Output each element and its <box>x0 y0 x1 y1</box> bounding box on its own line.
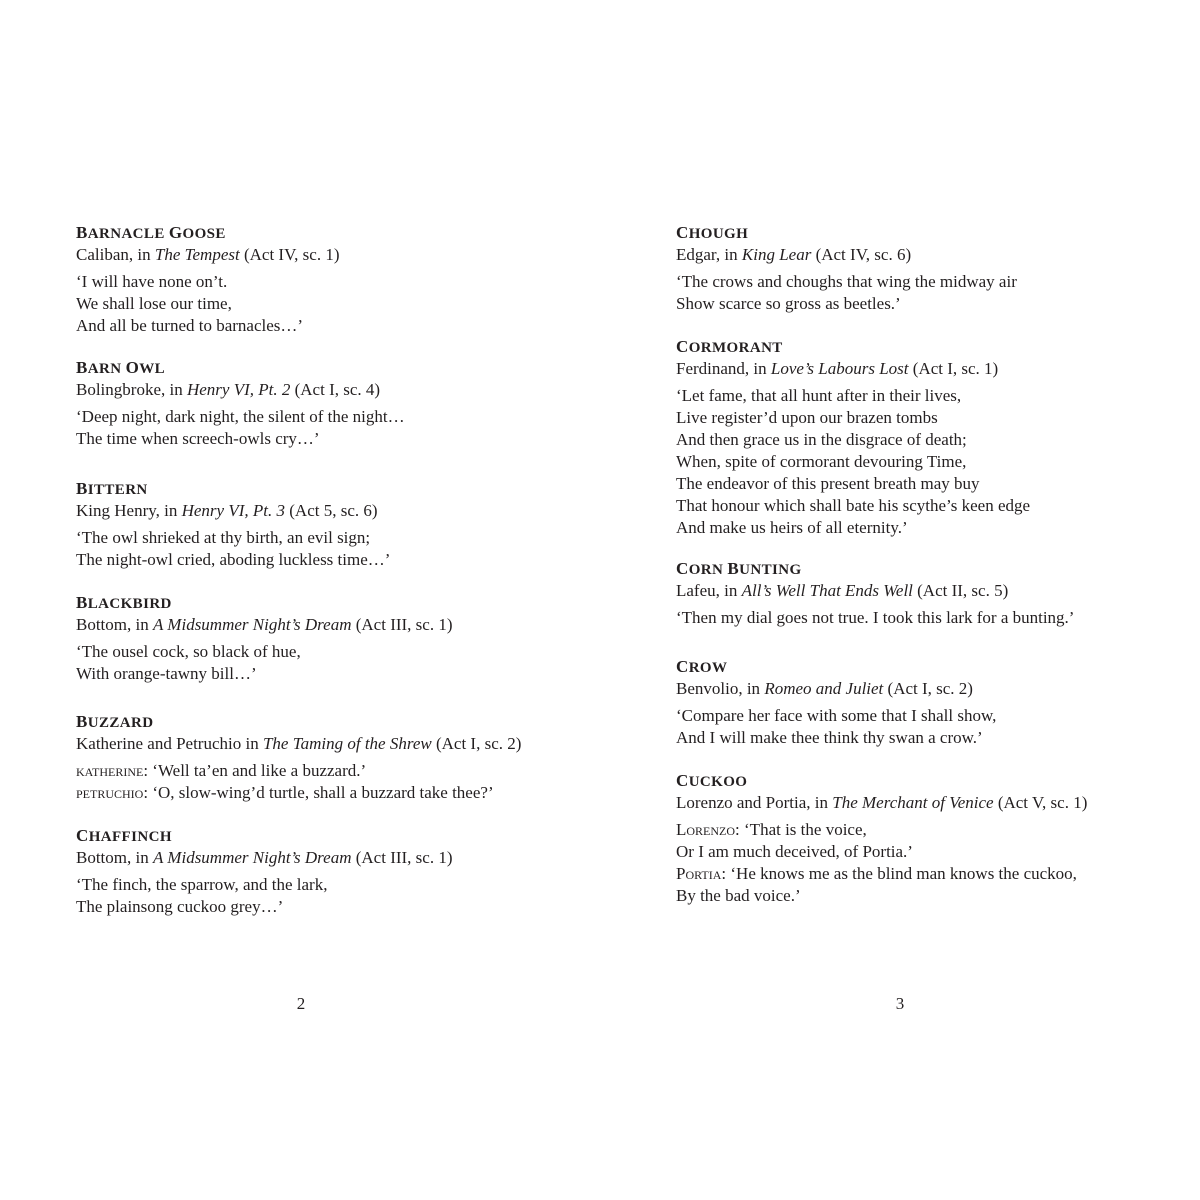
quote-line <box>676 495 1030 517</box>
entry <box>76 222 340 337</box>
entry-title: CHAFFINCH <box>76 826 172 845</box>
quote-text: : ‘O, slow-wing’d turtle, shall a buzzard take thee?’ <box>143 783 494 802</box>
quote-text: And all be turned to barnacles…’ <box>76 316 304 335</box>
entry-title: BITTERN <box>76 479 148 498</box>
entry-title: BARNACLE GOOSE <box>76 223 226 242</box>
source-text: Katherine and Petruchio in <box>76 734 263 753</box>
quote-line <box>676 407 1030 429</box>
source-text: Bottom, in <box>76 848 153 867</box>
source-text: (Act IV, sc. 6) <box>811 245 912 264</box>
quote-line <box>76 896 453 918</box>
entry-source <box>76 614 453 636</box>
source-text: (Act V, sc. 1) <box>993 793 1088 812</box>
quote-text: Or I am much deceived, of Portia.’ <box>676 842 913 861</box>
quote-line <box>76 315 340 337</box>
play-title: Romeo and Juliet <box>764 679 884 698</box>
source-text: Benvolio, in <box>676 679 765 698</box>
quote-line <box>76 527 390 549</box>
quote-text: The endeavor of this present breath may buy <box>676 474 980 493</box>
entry-title: BARN OWL <box>76 358 166 377</box>
play-title: The Merchant of Venice <box>832 793 994 812</box>
entry-source <box>676 678 996 700</box>
play-title: The Tempest <box>154 245 240 264</box>
entry-title: CUCKOO <box>676 771 748 790</box>
quote-line <box>676 293 1017 315</box>
quote-line <box>76 293 340 315</box>
quote-text: With orange-tawny bill…’ <box>76 664 257 683</box>
entry <box>676 336 1030 539</box>
entry <box>76 357 405 450</box>
quote-text: The plainsong cuckoo grey…’ <box>76 897 284 916</box>
quote-line <box>676 727 996 749</box>
entry-source <box>676 358 1030 380</box>
source-text: (Act IV, sc. 1) <box>239 245 340 264</box>
quote-line <box>76 271 340 293</box>
quote-line <box>676 705 996 727</box>
quote-text: ‘The finch, the sparrow, and the lark, <box>76 875 328 894</box>
source-text: Ferdinand, in <box>676 359 771 378</box>
speaker-name: katherine <box>76 761 144 780</box>
play-title: A Midsummer Night’s Dream <box>152 848 352 867</box>
quote-text: ‘I will have none on’t. <box>76 272 228 291</box>
quote <box>76 406 405 450</box>
quote-text: The time when screech-owls cry…’ <box>76 429 320 448</box>
quote-text: ‘The crows and choughs that wing the midway air <box>676 272 1017 291</box>
entry-title: CHOUGH <box>676 223 749 242</box>
page-number-left: 2 <box>296 994 306 1013</box>
quote <box>76 641 453 685</box>
entry-source <box>76 733 521 755</box>
quote-text: And I will make thee think thy swan a crow.’ <box>676 728 983 747</box>
quote-text: ‘Let fame, that all hunt after in their lives, <box>676 386 962 405</box>
entry <box>76 825 453 918</box>
entry-source <box>76 847 453 869</box>
play-title: Henry VI, Pt. 3 <box>181 501 285 520</box>
quote-line <box>676 429 1030 451</box>
quote <box>76 271 340 337</box>
quote-line <box>676 385 1030 407</box>
source-text: (Act I, sc. 4) <box>290 380 381 399</box>
quote-line <box>76 549 390 571</box>
source-text: Bottom, in <box>76 615 153 634</box>
quote-line <box>76 760 521 782</box>
entry <box>76 592 453 685</box>
source-text: (Act I, sc. 1) <box>908 359 999 378</box>
play-title: A Midsummer Night’s Dream <box>152 615 352 634</box>
quote-line <box>676 517 1030 539</box>
quote-line <box>76 663 453 685</box>
entry-title: BLACKBIRD <box>76 593 172 612</box>
source-text: (Act II, sc. 5) <box>912 581 1009 600</box>
quote-text: We shall lose our time, <box>76 294 232 313</box>
quote <box>76 760 521 804</box>
quote <box>676 819 1087 907</box>
entry-source <box>676 580 1074 602</box>
quote-line <box>76 428 405 450</box>
play-title: The Taming of the Shrew <box>262 734 432 753</box>
quote <box>676 271 1017 315</box>
play-title: All’s Well That Ends Well <box>741 581 913 600</box>
speaker-name: Portia <box>676 864 722 883</box>
entry <box>676 558 1074 629</box>
entry-source <box>676 792 1087 814</box>
source-text: Caliban, in <box>76 245 155 264</box>
quote-text: ‘The owl shrieked at thy birth, an evil sign; <box>76 528 371 547</box>
quote <box>676 385 1030 539</box>
quote-line <box>676 451 1030 473</box>
entry <box>676 656 996 749</box>
quote-line <box>676 863 1087 885</box>
play-title: King Lear <box>741 245 812 264</box>
source-text: King Henry, in <box>76 501 182 520</box>
source-text: (Act III, sc. 1) <box>351 848 453 867</box>
quote-text: ‘The ousel cock, so black of hue, <box>76 642 301 661</box>
entry-title: BUZZARD <box>76 712 154 731</box>
quote-text: : ‘He knows me as the blind man knows the cuckoo, <box>721 864 1077 883</box>
speaker-name: Lorenzo <box>676 820 736 839</box>
quote <box>676 607 1074 629</box>
source-text: (Act III, sc. 1) <box>351 615 453 634</box>
entry <box>76 711 521 804</box>
entry <box>76 478 390 571</box>
entry-title: CROW <box>676 657 728 676</box>
quote-text: By the bad voice.’ <box>676 886 801 905</box>
quote-line <box>676 271 1017 293</box>
quote-text: And make us heirs of all eternity.’ <box>676 518 908 537</box>
source-text: Lorenzo and Portia, in <box>676 793 833 812</box>
source-text: Edgar, in <box>676 245 742 264</box>
entry <box>676 222 1017 315</box>
quote-line <box>676 841 1087 863</box>
quote-text: ‘Then my dial goes not true. I took this lark for a bunting.’ <box>676 608 1075 627</box>
quote-line <box>76 874 453 896</box>
quote-text: The night-owl cried, aboding luckless time…’ <box>76 550 391 569</box>
quote-line <box>76 641 453 663</box>
play-title: Henry VI, Pt. 2 <box>186 380 291 399</box>
quote <box>76 527 390 571</box>
quote-line <box>76 406 405 428</box>
source-text: Bolingbroke, in <box>76 380 187 399</box>
entry-source <box>76 500 390 522</box>
quote-line <box>676 819 1087 841</box>
quote-text: ‘Deep night, dark night, the silent of the night… <box>76 407 405 426</box>
source-text: (Act I, sc. 2) <box>431 734 522 753</box>
quote-text: : ‘That is the voice, <box>735 820 867 839</box>
quote-text: Show scarce so gross as beetles.’ <box>676 294 901 313</box>
quote <box>676 705 996 749</box>
quote-line <box>676 473 1030 495</box>
source-text: Lafeu, in <box>676 581 742 600</box>
quote-text: Live register’d upon our brazen tombs <box>676 408 938 427</box>
page-number-right: 3 <box>895 994 905 1013</box>
entry-title: CORMORANT <box>676 337 783 356</box>
entry-title: CORN BUNTING <box>676 559 802 578</box>
entry-source <box>676 244 1017 266</box>
entry <box>676 770 1087 907</box>
quote-text: That honour which shall bate his scythe’s keen edge <box>676 496 1031 515</box>
source-text: (Act I, sc. 2) <box>883 679 973 698</box>
play-title: Love’s Labours Lost <box>770 359 909 378</box>
entry-source <box>76 379 405 401</box>
quote-line <box>676 885 1087 907</box>
speaker-name: petruchio <box>76 783 144 802</box>
quote-line <box>76 782 521 804</box>
quote-text: : ‘Well ta’en and like a buzzard.’ <box>143 761 367 780</box>
source-text: (Act 5, sc. 6) <box>285 501 378 520</box>
quote-text: ‘Compare her face with some that I shall show, <box>676 706 997 725</box>
quote-text: When, spite of cormorant devouring Time, <box>676 452 967 471</box>
quote-text: And then grace us in the disgrace of death; <box>676 430 967 449</box>
entry-source <box>76 244 340 266</box>
quote <box>76 874 453 918</box>
quote-line <box>676 607 1074 629</box>
